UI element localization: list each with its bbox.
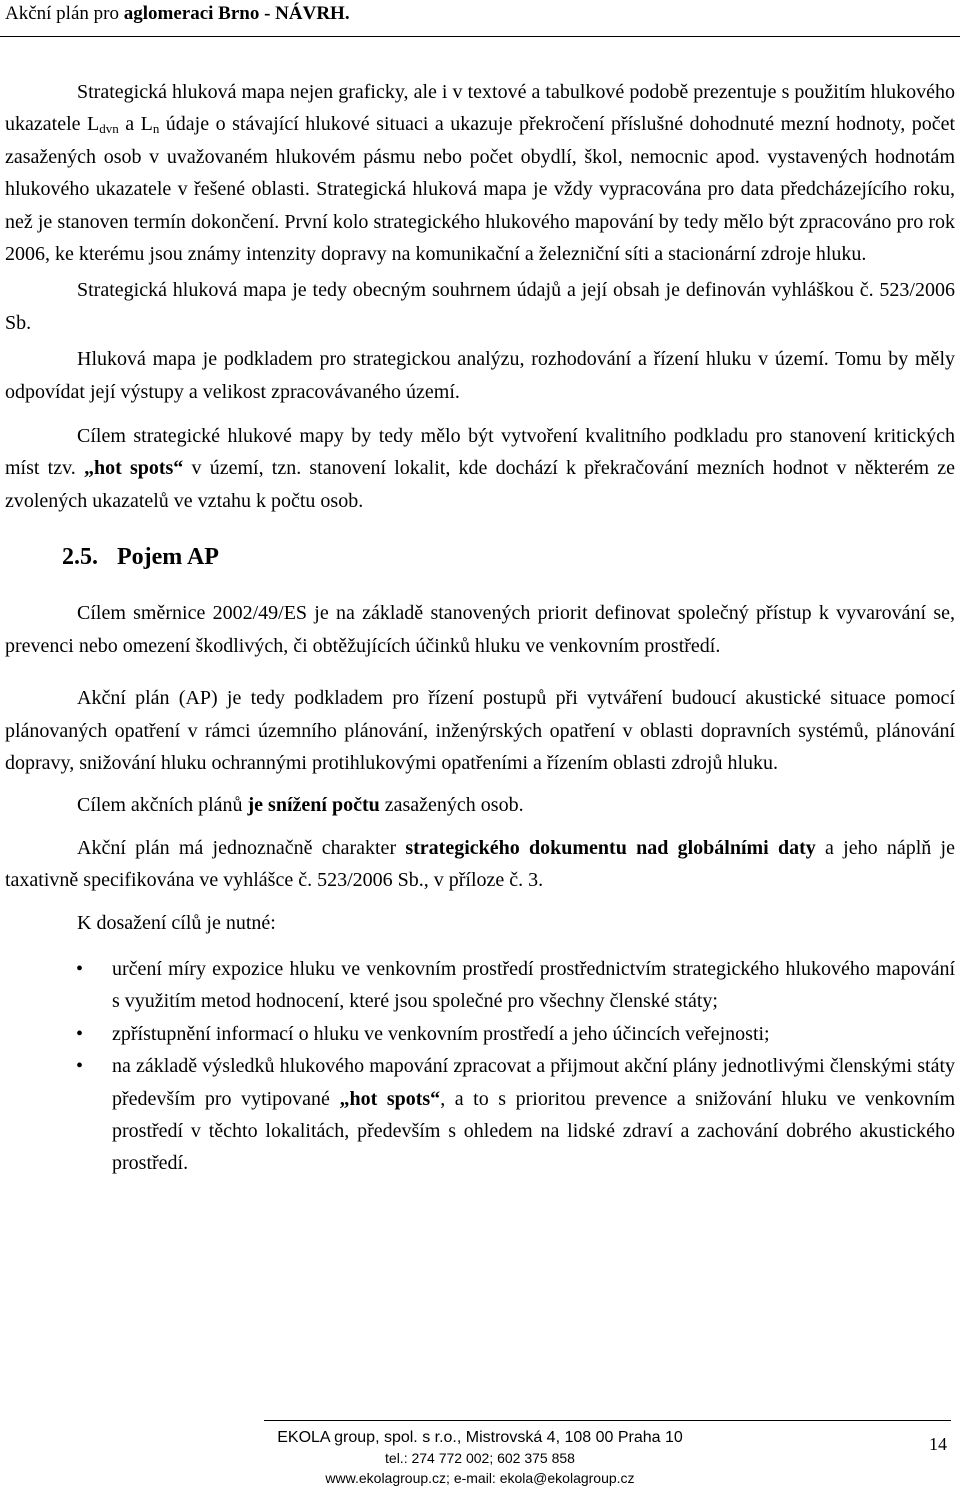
paragraph-action-plan-character xyxy=(5,832,955,897)
paragraph-action-plan-goal xyxy=(5,789,955,821)
footer-phone: tel.: 274 772 002; 602 375 858 xyxy=(385,1450,575,1466)
subscript-n: n xyxy=(152,121,160,137)
document-body xyxy=(5,76,955,1180)
bold-hot-spots: „hot spots“ xyxy=(83,457,184,480)
paragraph-text: Strategická hluková mapa nejen graficky, ale i v textové a tabulkové podobě prezentuje s použitím hlukového ukazatele L xyxy=(5,81,955,136)
header-divider xyxy=(0,36,960,37)
paragraph-text: zasažených osob. xyxy=(379,794,524,817)
paragraph-text: Akční plán má jednoznačně charakter xyxy=(77,836,406,859)
bullet-icon: • xyxy=(76,957,84,980)
subscript-dvn: dvn xyxy=(99,121,119,137)
footer-divider xyxy=(264,1420,951,1421)
paragraph-text: Cílem strategické hlukové mapy by tedy mělo být vytvoření kvalitního podkladu pro stanovení kritických míst tzv. xyxy=(5,425,955,480)
paragraph-map-definition: Strategická hluková mapa je tedy obecným souhrnem údajů a její obsah je definován vyhláškou č. 523/2006 Sb. xyxy=(5,279,955,334)
bullet-icon: • xyxy=(76,1055,84,1078)
paragraph-hot-spots xyxy=(5,420,955,517)
list-item-text: na základě výsledků hlukového mapování zpracovat a přijmout akční plány jednotlivými členskými státy především pro vytipované xyxy=(112,1055,955,1110)
paragraph-text: a jeho náplň je taxativně specifikována ve vyhlášce č. 523/2006 Sb., v příloze č. 3. xyxy=(5,836,955,892)
bold-reduction: je snížení počtu xyxy=(247,794,380,817)
header-title: aglomeraci Brno - NÁVRH. xyxy=(123,3,350,24)
bullet-icon: • xyxy=(76,1022,84,1045)
list-item xyxy=(5,1050,955,1180)
footer-web-email: www.ekolagroup.cz; e-mail: ekola@ekolagroup.cz xyxy=(325,1470,635,1486)
paragraph-directive-goal: Cílem směrnice 2002/49/ES je na základě stanovených priorit definovat společný přístup k vyvarování se, prevenci nebo omezení škodlivých, či obtěžujících účinků hluku ve venkovním prostředí. xyxy=(5,602,955,657)
paragraph-requirements-intro: K dosažení cílů je nutné: xyxy=(77,911,276,934)
list-item-text: určení míry expozice hluku ve venkovním prostředí prostřednictvím strategického hlukového mapování s využitím metod hodnocení, které jsou společné pro všechny členské státy; xyxy=(112,957,955,1013)
section-title: Pojem AP xyxy=(117,544,219,571)
paragraph-map-purpose: Hluková mapa je podkladem pro strategickou analýzu, rozhodování a řízení hluku v území. Tomu by měly odpovídat její výstupy a velikost zpracovávaného území. xyxy=(5,348,955,403)
footer-company: EKOLA group, spol. s r.o., Mistrovská 4, 108 00 Praha 10 xyxy=(277,1429,683,1446)
paragraph-text: Cílem akčních plánů xyxy=(77,794,248,817)
paragraph-text: údaje o stávající hlukové situaci a ukazuje překročení příslušné dohodnuté mezní hodnoty, počet zasažených osob v uvažovaném hlukovém pásmu nebo počet obydlí, škol, nemocnic apod. vystavených hodnotám hlukového ukazatele v řešené oblasti. Strategická hluková mapa je vždy vypracována pro data předcházejícího roku, než je stanoven termín dokončení. První kolo strategického hlukového mapování by tedy mělo být zpracováno pro rok 2006, ke kterému jsou známy intenzity dopravy na komunikační a železniční síti a stacionární zdroje hluku. xyxy=(5,113,956,266)
bold-strategic-document: strategického dokumentu nad globálními daty xyxy=(405,836,816,859)
section-heading xyxy=(62,541,955,573)
section-number: 2.5. xyxy=(62,544,98,571)
page-footer xyxy=(0,1428,960,1488)
list-item-text: zpřístupnění informací o hluku ve venkovním prostředí a jeho účincích veřejnosti; xyxy=(112,1022,770,1045)
list-item-text: , a to s prioritou prevence a snižování hluku ve venkovním prostředí v těchto lokalitách, především s ohledem na lidské zdraví a zachování dobrého akustického prostředí. xyxy=(112,1087,956,1175)
requirements-list xyxy=(5,953,955,1180)
bold-hot-spots: „hot spots“ xyxy=(339,1087,441,1110)
list-item xyxy=(5,1018,955,1050)
paragraph-text: a L xyxy=(118,113,153,136)
page-number: 14 xyxy=(929,1434,947,1454)
page-header xyxy=(5,2,350,26)
paragraph-text: v území, tzn. stanovení lokalit, kde dochází k překračování mezních hodnot v některém ze zvolených ukazatelů ve vztahu k počtu osob. xyxy=(5,457,955,512)
header-prefix: Akční plán pro xyxy=(5,3,124,24)
paragraph-action-plan-definition: Akční plán (AP) je tedy podkladem pro řízení postupů při vytváření budoucí akustické situace pomocí plánovaných opatření v rámci územního plánování, inženýrských opatření v oblasti dopravních systémů, plánování dopravy, snižování hluku ochrannými protihlukovými opatřeními a řízením oblasti zdrojů hluku. xyxy=(5,687,955,774)
paragraph-strategic-map-intro xyxy=(5,76,955,270)
list-item xyxy=(5,953,955,1018)
